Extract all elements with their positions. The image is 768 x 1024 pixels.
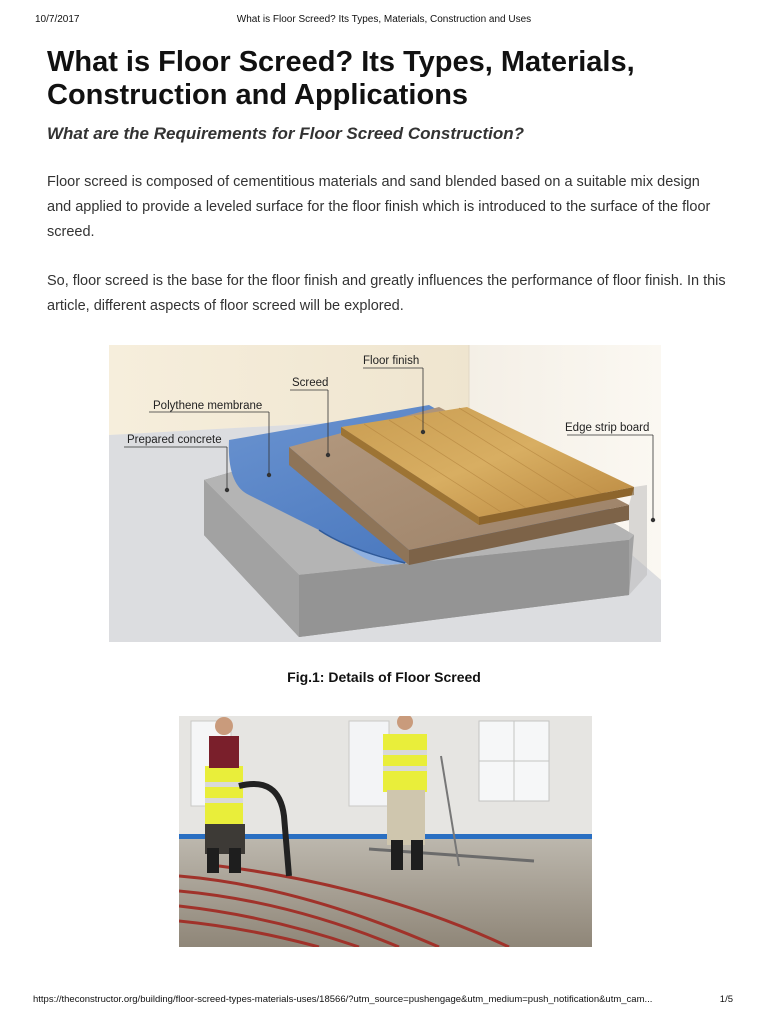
print-document-title: What is Floor Screed? Its Types, Materials, Construction and Uses xyxy=(236,14,532,25)
label-edge-strip-board: Edge strip board xyxy=(565,422,650,434)
page-url: https://theconstructor.org/building/floor-screed-types-materials-uses/18566/?utm_source=pushengage&utm_medium=push_notification&utm_cam... xyxy=(33,994,653,1005)
label-screed: Screed xyxy=(292,377,329,389)
screed-pouring-photo xyxy=(179,716,592,947)
label-floor-finish: Floor finish xyxy=(363,355,420,367)
figure-caption: Fig.1: Details of Floor Screed xyxy=(287,669,481,685)
label-polythene-membrane: Polythene membrane xyxy=(153,400,263,412)
article-subtitle: What are the Requirements for Floor Screed Construction? xyxy=(47,124,525,143)
print-date: 10/7/2017 xyxy=(35,14,80,25)
intro-paragraph: Floor screed is composed of cementitious materials and sand blended based on a suitable mix design and applied to provide a leveled surface for the floor finish which is introduced to the surface of the floor screed. xyxy=(47,174,711,240)
floor-screed-diagram xyxy=(109,345,661,642)
page-number: 1/5 xyxy=(719,994,733,1005)
second-paragraph: So, floor screed is the base for the floor finish and greatly influences the performance of floor finish. In this article, different aspects of floor screed will be explored. xyxy=(47,273,726,314)
article-title: What is Floor Screed? Its Types, Materials, Construction and Applications xyxy=(47,46,635,111)
label-prepared-concrete: Prepared concrete xyxy=(127,434,222,446)
